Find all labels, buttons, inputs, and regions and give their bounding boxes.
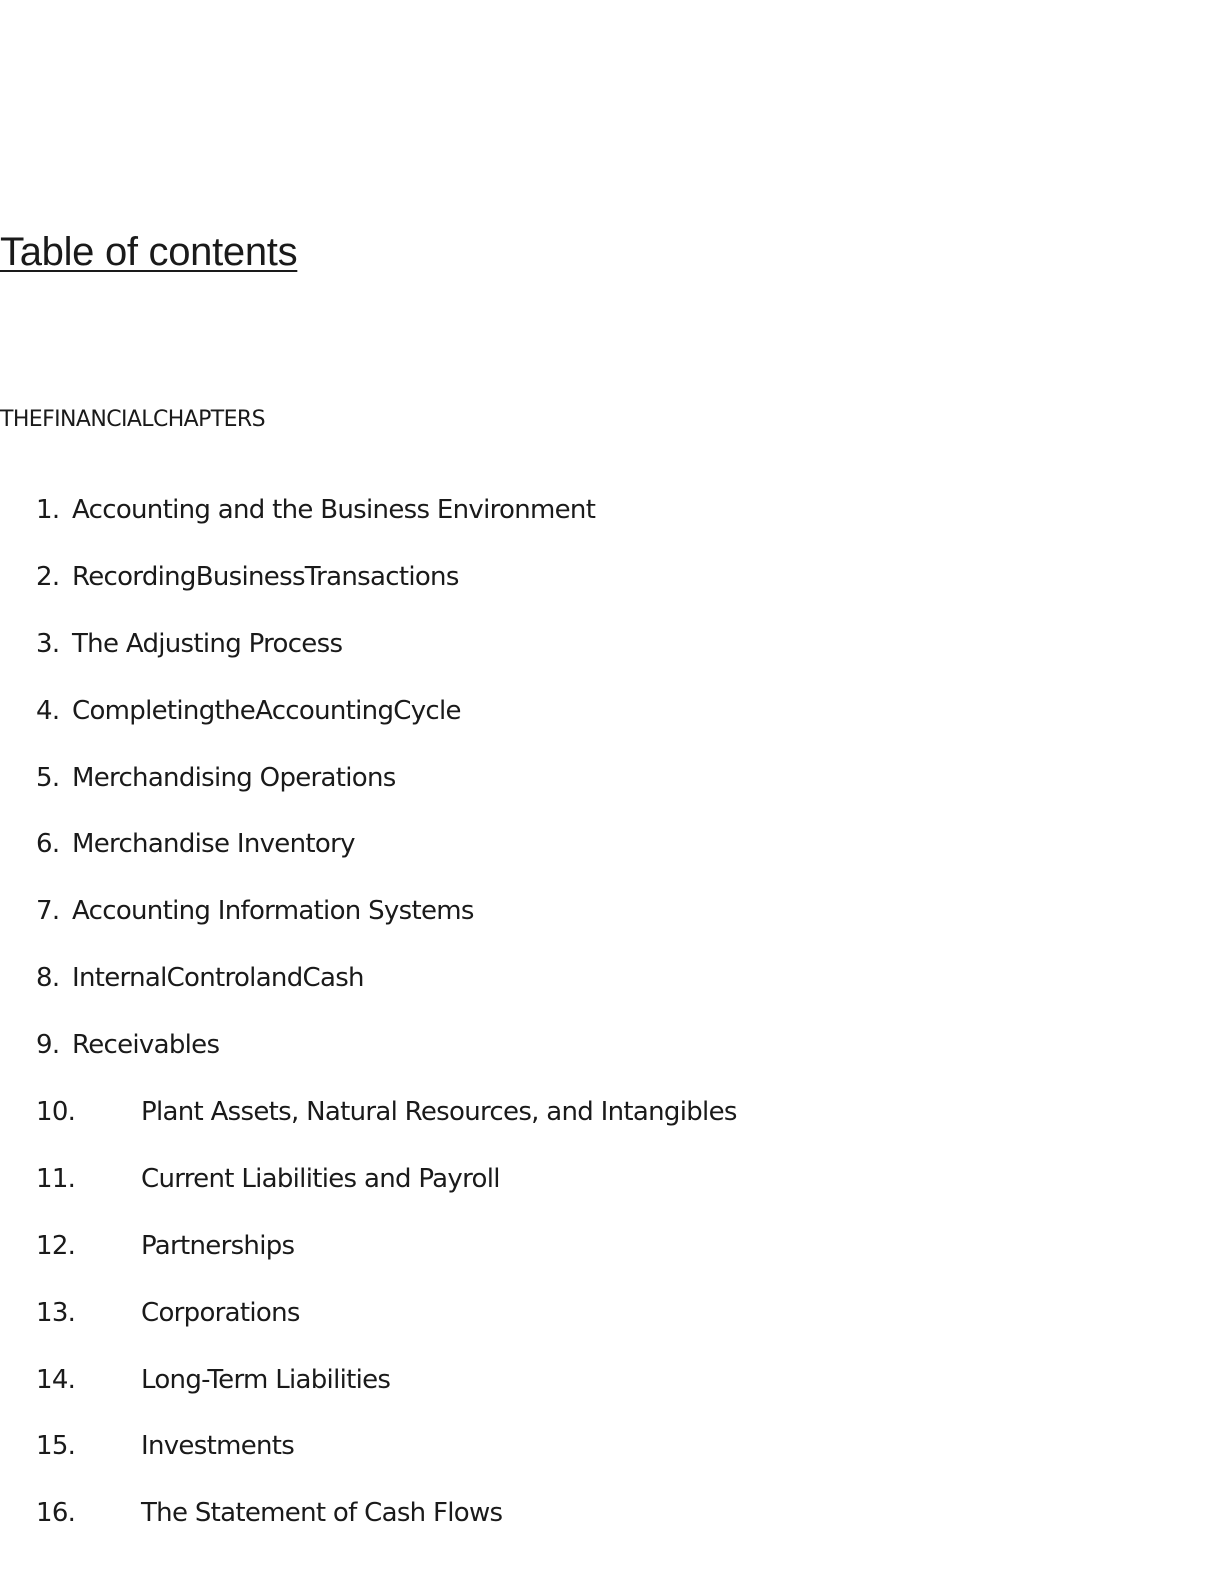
chapter-item[interactable]	[0, 1092, 737, 1159]
chapter-title: CompletingtheAccountingCycle	[72, 695, 461, 726]
chapter-title: RecordingBusinessTransactions	[72, 561, 459, 592]
chapter-list	[0, 490, 737, 1560]
chapter-item[interactable]	[0, 1360, 737, 1427]
chapter-number: 9.	[36, 1030, 60, 1061]
page-title: Table of contents	[0, 230, 298, 274]
chapter-number: 3.	[36, 628, 60, 659]
chapter-title: Receivables	[72, 1030, 220, 1061]
chapter-item[interactable]	[0, 824, 737, 891]
chapter-number: 15.	[36, 1431, 76, 1462]
chapter-title: Partnerships	[141, 1230, 295, 1261]
chapter-number: 10.	[36, 1097, 76, 1128]
chapter-title: Plant Assets, Natural Resources, and Intangibles	[141, 1097, 737, 1128]
chapter-title: Investments	[141, 1431, 295, 1462]
chapter-title: Accounting Information Systems	[72, 896, 474, 927]
chapter-title: Corporations	[141, 1297, 300, 1328]
chapter-item[interactable]	[0, 624, 737, 691]
chapter-number: 8.	[36, 963, 60, 994]
chapter-item[interactable]	[0, 1426, 737, 1493]
chapter-item[interactable]	[0, 1293, 737, 1360]
chapter-number: 7.	[36, 896, 60, 927]
chapter-title: Current Liabilities and Payroll	[141, 1163, 500, 1194]
chapter-item[interactable]	[0, 891, 737, 958]
chapter-title: Merchandising Operations	[72, 762, 396, 793]
chapter-title: The Statement of Cash Flows	[141, 1498, 503, 1529]
chapter-number: 16.	[36, 1498, 76, 1529]
chapter-number: 11.	[36, 1163, 76, 1194]
chapter-title: InternalControlandCash	[72, 963, 364, 994]
chapter-item[interactable]	[0, 691, 737, 758]
chapter-item[interactable]	[0, 1025, 737, 1092]
section-heading: THEFINANCIALCHAPTERS	[0, 407, 265, 432]
chapter-item[interactable]	[0, 557, 737, 624]
chapter-number: 4.	[36, 695, 60, 726]
chapter-number: 5.	[36, 762, 60, 793]
chapter-title: Long-Term Liabilities	[141, 1364, 391, 1395]
chapter-item[interactable]	[0, 490, 737, 557]
chapter-number: 1.	[36, 495, 60, 525]
chapter-item[interactable]	[0, 1493, 737, 1560]
chapter-item[interactable]	[0, 758, 737, 825]
chapter-number: 2.	[36, 561, 60, 592]
chapter-title: Merchandise Inventory	[72, 829, 355, 860]
chapter-number: 12.	[36, 1230, 76, 1261]
chapter-item[interactable]	[0, 1159, 737, 1226]
chapter-item[interactable]	[0, 958, 737, 1025]
chapter-item[interactable]	[0, 1226, 737, 1293]
chapter-number: 13.	[36, 1297, 76, 1328]
chapter-title: The Adjusting Process	[72, 628, 343, 659]
chapter-number: 6.	[36, 829, 60, 860]
chapter-title: Accounting and the Business Environment	[72, 495, 596, 525]
chapter-number: 14.	[36, 1364, 76, 1395]
